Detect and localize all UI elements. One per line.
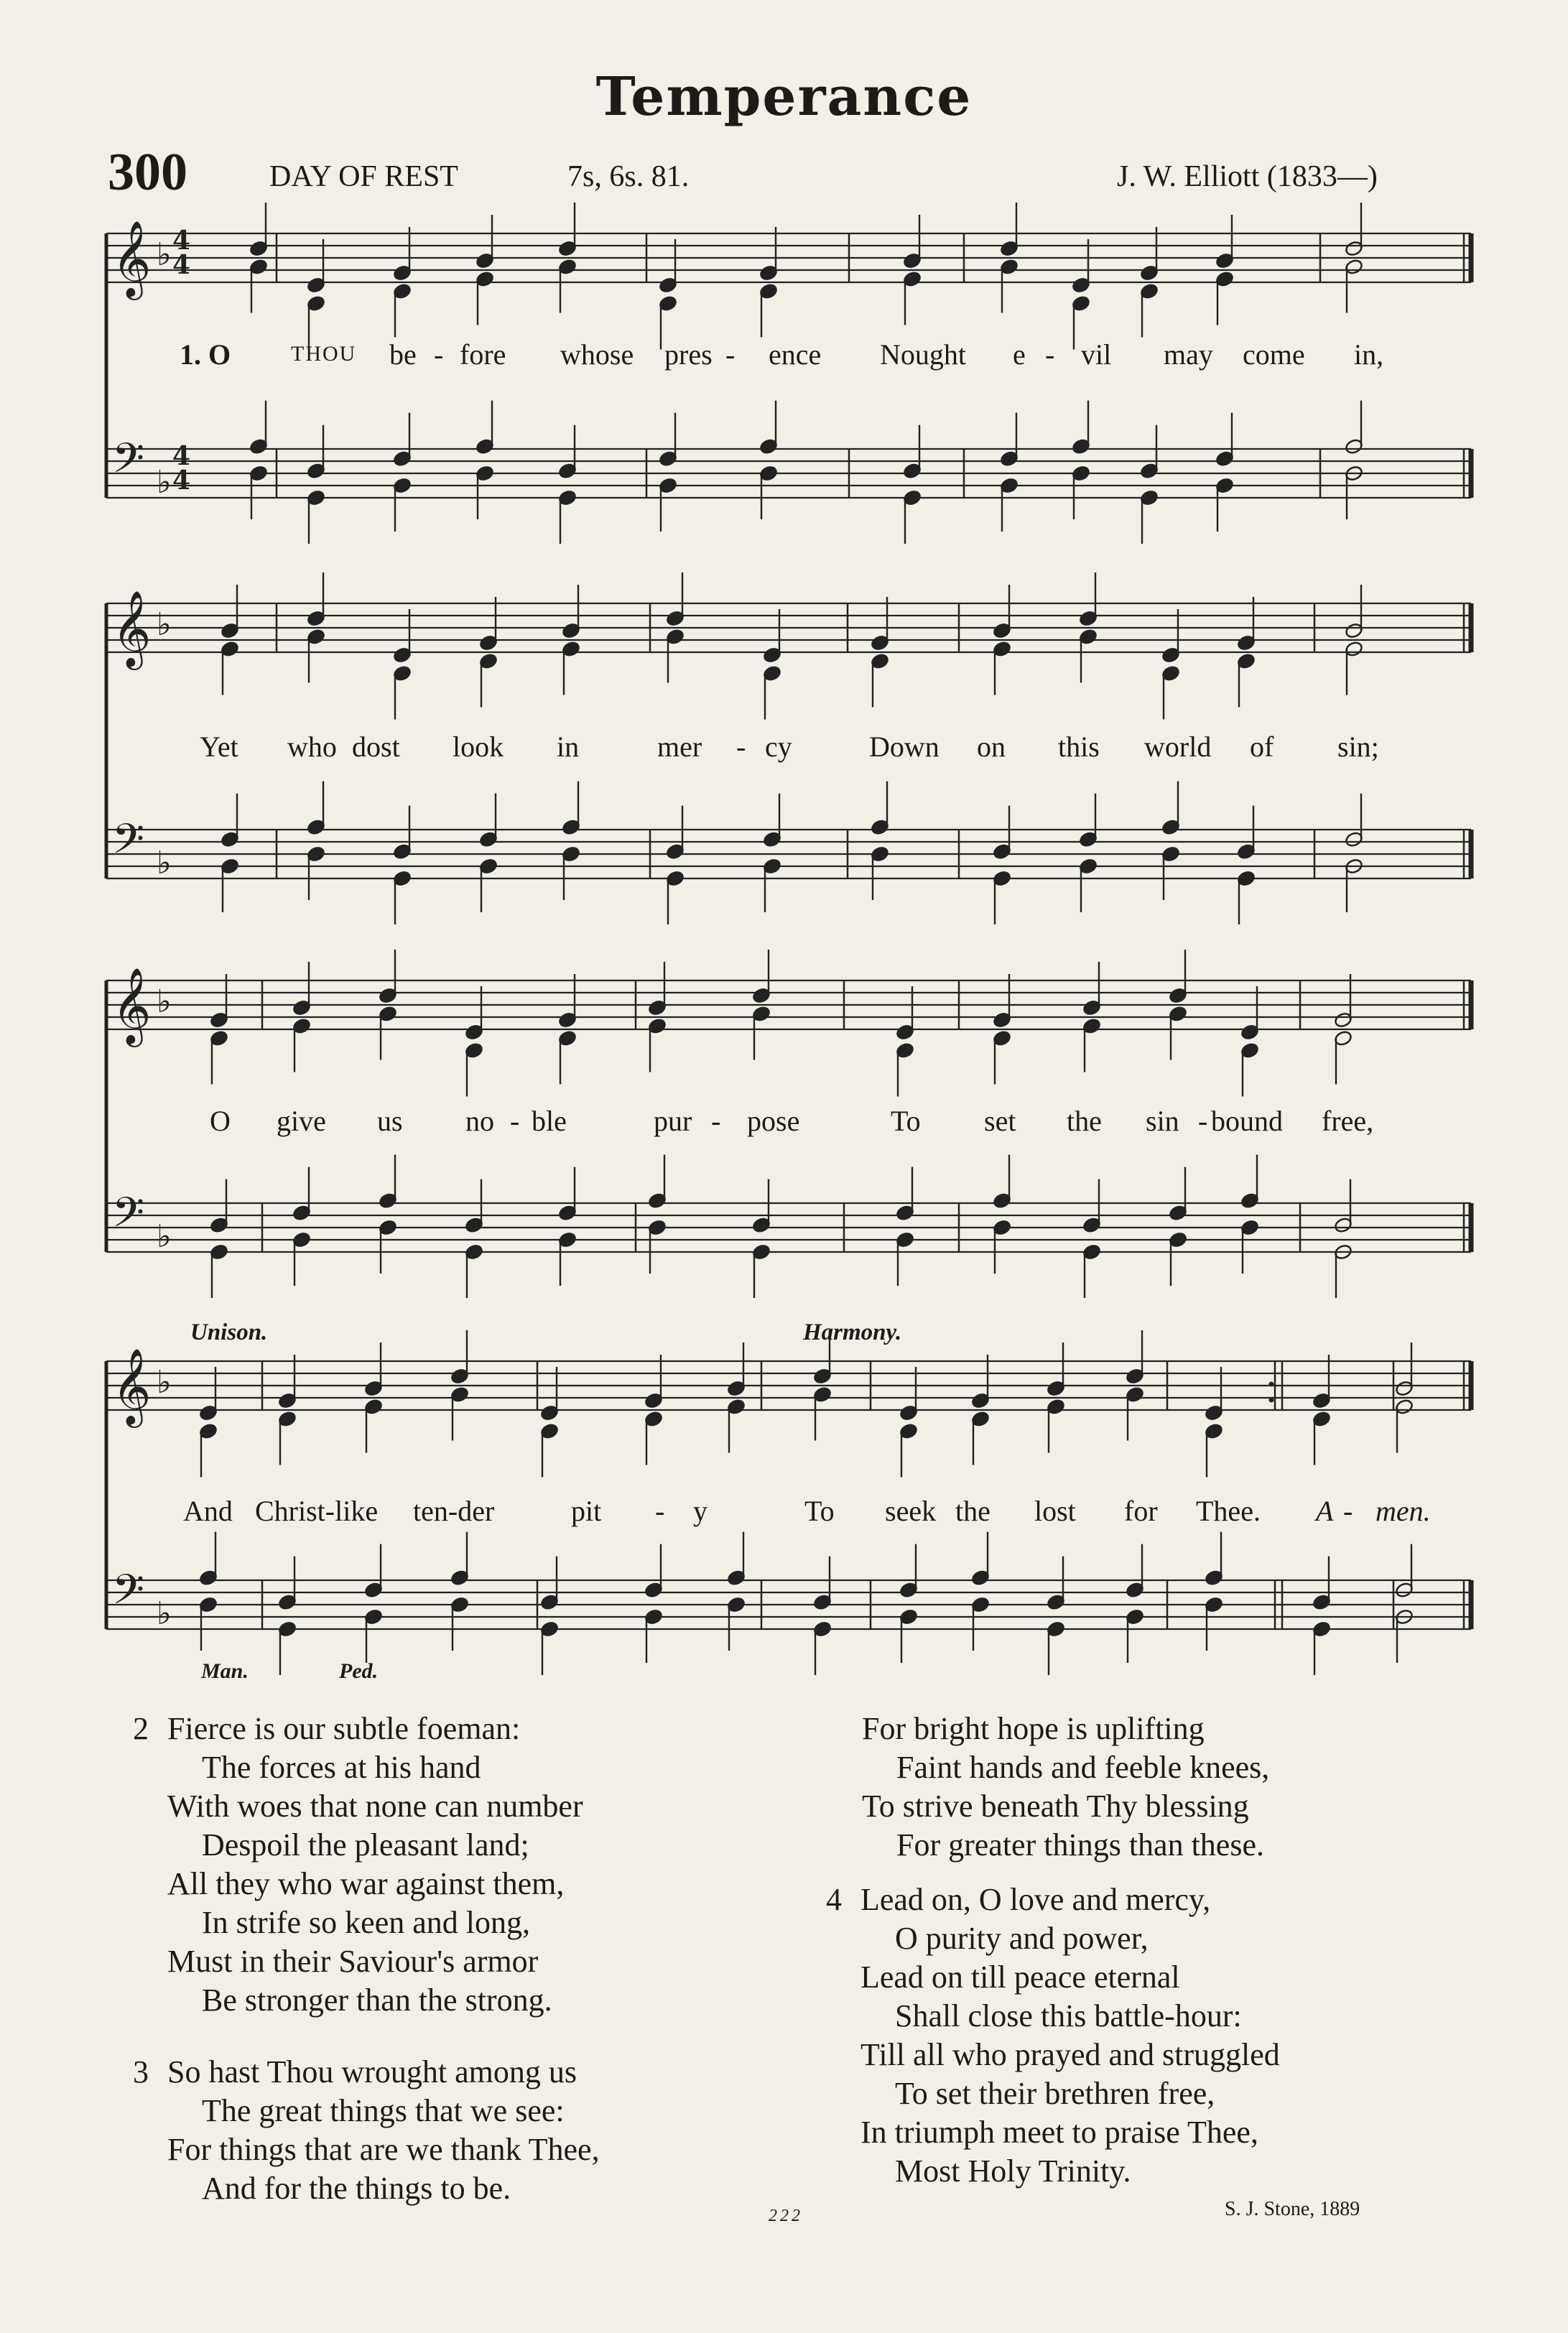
lyric-syllable: And xyxy=(183,1495,233,1527)
verse-line: And for the things to be. xyxy=(202,2171,511,2206)
page-number: 222 xyxy=(769,2207,803,2225)
hymn-number: 300 xyxy=(108,143,187,202)
verse-number: 4 xyxy=(826,1882,842,1917)
time-signature: 4 xyxy=(172,441,191,471)
verse-line: To strive beneath Thy blessing xyxy=(862,1789,1249,1824)
lyric-syllable: look xyxy=(453,730,504,763)
lyric-syllable: be xyxy=(389,338,417,371)
verse-3 xyxy=(133,2053,600,2208)
verse-line: O purity and power, xyxy=(895,1921,1149,1956)
lyric-syllable: Thee. xyxy=(1196,1495,1261,1527)
repeat-dot xyxy=(1269,1382,1274,1387)
verse-line: In strife so keen and long, xyxy=(202,1905,530,1940)
verse-line: Be stronger than the strong. xyxy=(202,1982,552,2018)
verse-line: Must in their Saviour's armor xyxy=(167,1944,539,1979)
lyric-syllable: who xyxy=(287,730,337,763)
composer: J. W. Elliott (1833—) xyxy=(1117,160,1378,193)
verse-line: With woes that none can number xyxy=(167,1789,583,1824)
flat-key-signature-icon: ♭ xyxy=(157,1595,172,1632)
time-signature: 4 xyxy=(172,465,191,496)
lyric-syllable: ence xyxy=(769,338,822,371)
flat-key-signature-icon: ♭ xyxy=(157,983,172,1020)
verse-line: For things that are we thank Thee, xyxy=(167,2132,600,2167)
lyric-syllable: world xyxy=(1144,730,1212,763)
flat-key-signature-icon: ♭ xyxy=(157,464,172,501)
lyric-syllable: Down xyxy=(869,730,940,763)
lyric-syllable: men. xyxy=(1376,1495,1431,1527)
lyric-syllable: free, xyxy=(1322,1105,1374,1137)
unison-mark: Unison. xyxy=(190,1319,268,1345)
verse-2-continued xyxy=(862,1710,1269,1865)
verse-line: The forces at his hand xyxy=(202,1750,481,1785)
lyric-syllable: dost xyxy=(352,730,400,763)
verse-line: Fierce is our subtle foeman: xyxy=(167,1711,521,1746)
verse-line: To set their brethren free, xyxy=(895,2076,1215,2111)
lyric-syllable: in xyxy=(557,730,580,763)
pedal-mark: Ped. xyxy=(339,1659,379,1683)
lyric-syllable: give xyxy=(277,1105,326,1137)
verse-4 xyxy=(826,1880,1280,2191)
flat-key-signature-icon: ♭ xyxy=(157,1218,172,1255)
lyric-syllable: cy xyxy=(765,730,792,763)
section-title: Temperance xyxy=(595,66,973,128)
harmony-mark: Harmony. xyxy=(803,1319,902,1345)
verse-line: Shall close this battle-hour: xyxy=(895,1998,1242,2033)
lyric-syllable: - xyxy=(1045,338,1055,371)
lyric-syllable: - xyxy=(1198,1105,1208,1137)
treble-clef-icon: 𝄞 xyxy=(112,1348,152,1424)
verse-line: For greater things than these. xyxy=(896,1827,1264,1863)
lyric-syllable: ten-der xyxy=(413,1495,495,1527)
lyric-syllable: for xyxy=(1124,1495,1158,1527)
lyric-syllable: - xyxy=(711,1105,721,1137)
lyric-syllable: Nought xyxy=(880,338,966,371)
lyric-syllable: - xyxy=(655,1495,665,1527)
verse-line: So hast Thou wrought among us xyxy=(167,2054,577,2090)
lyric-syllable: THOU xyxy=(291,342,357,366)
bass-clef-icon: 𝄢 xyxy=(112,1565,145,1624)
meter: 7s, 6s. 81. xyxy=(567,160,690,193)
lyric-syllable: this xyxy=(1058,730,1100,763)
verse-line: Faint hands and feeble knees, xyxy=(896,1750,1270,1785)
lyric-syllable: the xyxy=(955,1495,991,1527)
verse-line: In triumph meet to praise Thee, xyxy=(860,2115,1258,2150)
verse-line: For bright hope is uplifting xyxy=(862,1711,1205,1746)
lyric-syllable: may xyxy=(1164,338,1213,371)
lyric-syllable: - xyxy=(434,338,444,371)
bass-clef-icon: 𝄢 xyxy=(112,815,145,873)
treble-clef-icon: 𝄞 xyxy=(112,220,152,297)
verse-2 xyxy=(133,1710,583,2020)
verse-line: Despoil the pleasant land; xyxy=(202,1827,529,1863)
lyric-syllable: To xyxy=(804,1495,835,1527)
lyric-syllable: lost xyxy=(1034,1495,1076,1527)
lyric-syllable: pose xyxy=(747,1105,800,1137)
lyric-syllable: pit xyxy=(571,1495,602,1527)
treble-clef-icon: 𝄞 xyxy=(112,590,152,667)
lyric-syllable: A xyxy=(1316,1495,1334,1527)
manual-mark: Man. xyxy=(201,1659,249,1683)
bass-clef-icon: 𝄢 xyxy=(112,434,145,493)
lyric-syllable: O xyxy=(210,1105,231,1137)
lyric-syllable: 1. O xyxy=(180,338,231,371)
time-signature: 4 xyxy=(172,226,191,256)
flat-key-signature-icon: ♭ xyxy=(157,606,172,643)
lyric-syllable: Yet xyxy=(200,730,238,763)
lyric-syllable: whose xyxy=(560,338,634,371)
lyric-syllable: of xyxy=(1250,730,1274,763)
lyric-syllable: e xyxy=(1013,338,1026,371)
flat-key-signature-icon: ♭ xyxy=(157,236,172,273)
lyric-syllable: us xyxy=(377,1105,403,1137)
lyric-syllable: y xyxy=(693,1495,708,1527)
lyric-syllable: mer xyxy=(657,730,702,763)
lyric-syllable: come xyxy=(1243,338,1305,371)
lyric-syllable: pres xyxy=(664,338,713,371)
lyric-syllable: - xyxy=(510,1105,520,1137)
lyric-syllable: vil xyxy=(1081,338,1112,371)
lyric-syllable: sin xyxy=(1146,1105,1179,1137)
lyric-syllable: - xyxy=(736,730,746,763)
verse-line: All they who war against them, xyxy=(167,1866,565,1901)
verse-line: Lead on till peace eternal xyxy=(860,1959,1180,1995)
lyric-syllable: Christ-like xyxy=(255,1495,379,1527)
lyric-syllable: in, xyxy=(1354,338,1384,371)
treble-clef-icon: 𝄞 xyxy=(112,967,152,1044)
lyric-syllable: the xyxy=(1067,1105,1102,1137)
lyric-syllable: on xyxy=(977,730,1006,763)
lyric-syllable: - xyxy=(725,338,736,371)
verse-line: Lead on, O love and mercy, xyxy=(860,1882,1211,1917)
lyric-syllable: bound xyxy=(1211,1105,1283,1137)
lyric-syllable: pur xyxy=(654,1105,692,1137)
lyric-syllable: ble xyxy=(532,1105,567,1137)
repeat-dot xyxy=(1269,1398,1274,1403)
verse-number: 2 xyxy=(133,1711,149,1746)
verse-line: Till all who prayed and struggled xyxy=(860,2037,1280,2072)
flat-key-signature-icon: ♭ xyxy=(157,845,172,881)
lyric-syllable: set xyxy=(984,1105,1016,1137)
time-signature: 4 xyxy=(172,250,191,280)
verse-line: Most Holy Trinity. xyxy=(895,2153,1131,2189)
lyric-syllable: To xyxy=(891,1105,921,1137)
author-credit: S. J. Stone, 1889 xyxy=(1225,2198,1360,2220)
verse-number: 3 xyxy=(133,2054,149,2090)
lyric-syllable: fore xyxy=(460,338,506,371)
lyric-syllable: seek xyxy=(885,1495,937,1527)
flat-key-signature-icon: ♭ xyxy=(157,1364,172,1401)
lyric-syllable: sin; xyxy=(1337,730,1379,763)
bass-clef-icon: 𝄢 xyxy=(112,1188,145,1247)
lyric-syllable: - xyxy=(1343,1495,1353,1527)
lyric-syllable: no xyxy=(465,1105,494,1137)
verse-line: The great things that we see: xyxy=(202,2093,565,2128)
tune-name: DAY OF REST xyxy=(269,160,458,193)
